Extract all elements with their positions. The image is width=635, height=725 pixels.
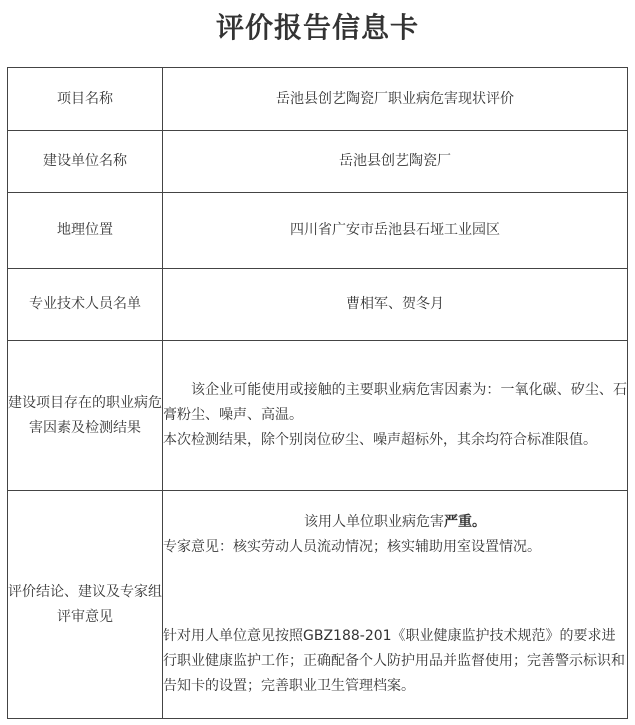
hazards-label: 建设项目存在的职业病危害因素及检测结果 (8, 341, 163, 491)
hazard-level-line (163, 510, 627, 535)
hazards-value (163, 341, 628, 491)
page-title: 评价报告信息卡 (215, 11, 419, 44)
table-row (8, 491, 628, 719)
hazard-level-prefix: 该用人单位职业病危害 (304, 514, 444, 530)
table-row (8, 131, 628, 193)
construction-unit-value: 岳池县创艺陶瓷厂 (163, 131, 628, 193)
table-row (8, 68, 628, 131)
construction-unit-label: 建设单位名称 (8, 131, 163, 193)
table-row (8, 341, 628, 491)
conclusion-value (163, 491, 628, 719)
report-info-table (7, 67, 628, 719)
expert-opinion-text: 专家意见：核实劳动人员流动情况；核实辅助用室设置情况。 (163, 539, 541, 555)
conclusion-label: 评价结论、建议及专家组评审意见 (8, 491, 163, 719)
hazard-factors-text: 该企业可能使用或接触的主要职业病危害因素为：一氧化碳、矽尘、石膏粉尘、噪声、高温。 (163, 382, 627, 423)
project-name-label: 项目名称 (8, 68, 163, 131)
location-value: 四川省广安市岳池县石垭工业园区 (163, 193, 628, 269)
blank-space (163, 560, 627, 624)
hazard-level-text: 严重。 (444, 514, 486, 530)
table-row (8, 193, 628, 269)
technicians-value: 曹相军、贺冬月 (163, 269, 628, 341)
technicians-label: 专业技术人员名单 (8, 269, 163, 341)
detection-results-text: 本次检测结果，除个别岗位矽尘、噪声超标外，其余均符合标准限值。 (163, 432, 597, 448)
recommendations-text: 针对用人单位意见按照GBZ188-201《职业健康监护技术规范》的要求进行职业健康监护工作；正确配备个人防护用品并监督使用；完善警示标识和告知卡的设置；完善职业卫生管理档案。 (163, 628, 625, 694)
location-label: 地理位置 (8, 193, 163, 269)
project-name-value: 岳池县创艺陶瓷厂职业病危害现状评价 (163, 68, 628, 131)
table-row (8, 269, 628, 341)
